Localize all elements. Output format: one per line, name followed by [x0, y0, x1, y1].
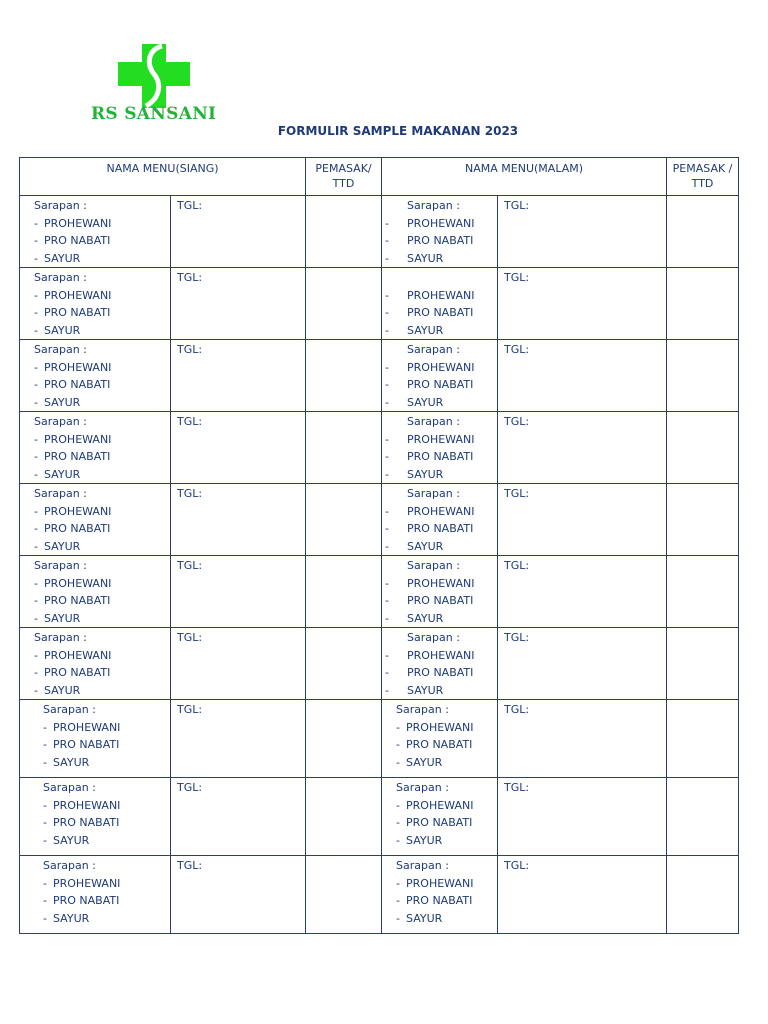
- dash-marker: -: [385, 251, 389, 265]
- menu-item: [385, 376, 497, 394]
- menu-item-label: PROHEWANI: [407, 288, 475, 302]
- menu-item: [396, 719, 497, 737]
- breakfast-label: Sarapan :: [34, 343, 87, 356]
- dash-marker: -: [385, 594, 389, 607]
- cook-signature-cell[interactable]: [667, 778, 739, 856]
- dash-marker: -: [396, 876, 400, 890]
- menu-cell[interactable]: [20, 856, 171, 934]
- cook-signature-cell[interactable]: [306, 856, 382, 934]
- menu-item: [385, 520, 497, 538]
- dash-marker: -: [385, 576, 389, 590]
- header-menu-siang: NAMA MENU(SIANG): [20, 158, 306, 196]
- breakfast-label: Sarapan :: [407, 343, 460, 356]
- cook-signature-cell[interactable]: [306, 196, 382, 268]
- menu-item-label: SAYUR: [44, 611, 81, 625]
- menu-item-label: SAYUR: [407, 395, 444, 409]
- menu-item: [43, 719, 170, 737]
- menu-item: [396, 754, 497, 772]
- dash-marker: -: [34, 288, 38, 302]
- breakfast-label: Sarapan :: [407, 415, 460, 428]
- table-row: [20, 856, 739, 934]
- breakfast-label: Sarapan :: [34, 631, 87, 644]
- dash-marker: -: [43, 894, 47, 907]
- menu-cell[interactable]: [382, 268, 498, 340]
- menu-item-label: SAYUR: [44, 467, 81, 481]
- date-cell[interactable]: TGL:: [498, 778, 667, 856]
- menu-item: [34, 394, 170, 412]
- dash-marker: -: [34, 576, 38, 590]
- dash-marker: -: [385, 611, 389, 625]
- menu-item: [43, 910, 170, 928]
- dash-marker: -: [43, 816, 47, 829]
- menu-item: [385, 431, 497, 449]
- breakfast-label: Sarapan :: [43, 859, 96, 872]
- header-menu-malam: NAMA MENU(MALAM): [382, 158, 667, 196]
- dash-marker: -: [34, 504, 38, 518]
- menu-item-label: PRO NABATI: [407, 306, 474, 319]
- dash-marker: -: [34, 432, 38, 446]
- menu-cell[interactable]: [382, 856, 498, 934]
- green-cross-logo-icon: [118, 44, 190, 108]
- dash-marker: -: [34, 306, 38, 319]
- table-row: [20, 556, 739, 628]
- menu-item: [385, 322, 497, 340]
- menu-item: [396, 797, 497, 815]
- menu-cell[interactable]: [20, 196, 171, 268]
- menu-item-label: SAYUR: [53, 755, 90, 769]
- dash-marker: -: [385, 539, 389, 553]
- menu-item-label: SAYUR: [44, 323, 81, 337]
- menu-item-label: PRO NABATI: [44, 522, 111, 535]
- menu-item-label: PRO NABATI: [407, 522, 474, 535]
- menu-item-label: SAYUR: [44, 539, 81, 553]
- menu-item-label: PRO NABATI: [44, 666, 111, 679]
- menu-item-label: PROHEWANI: [53, 798, 121, 812]
- menu-cell[interactable]: [20, 484, 171, 556]
- menu-cell[interactable]: [382, 556, 498, 628]
- dash-marker: -: [34, 450, 38, 463]
- breakfast-label: Sarapan :: [396, 781, 449, 794]
- cook-signature-cell[interactable]: [306, 700, 382, 778]
- menu-cell[interactable]: [382, 700, 498, 778]
- date-cell[interactable]: TGL:: [171, 556, 306, 628]
- menu-item: [385, 647, 497, 665]
- menu-item: [396, 736, 497, 754]
- menu-item: [385, 610, 497, 628]
- dash-marker: -: [34, 467, 38, 481]
- dash-marker: -: [43, 876, 47, 890]
- dash-marker: -: [34, 522, 38, 535]
- menu-item-label: PROHEWANI: [407, 576, 475, 590]
- dash-marker: -: [385, 432, 389, 446]
- menu-item: [34, 232, 170, 250]
- menu-item-label: PROHEWANI: [407, 216, 475, 230]
- menu-item-label: PROHEWANI: [44, 288, 112, 302]
- menu-item: [43, 892, 170, 910]
- menu-cell[interactable]: [382, 340, 498, 412]
- menu-item: [43, 736, 170, 754]
- dash-marker: -: [43, 738, 47, 751]
- menu-item-label: PROHEWANI: [406, 720, 474, 734]
- dash-marker: -: [396, 816, 400, 829]
- cook-signature-cell[interactable]: [306, 778, 382, 856]
- dash-marker: -: [385, 306, 389, 319]
- dash-marker: -: [385, 648, 389, 662]
- dash-marker: -: [34, 360, 38, 374]
- dash-marker: -: [34, 594, 38, 607]
- dash-marker: -: [34, 539, 38, 553]
- breakfast-label: Sarapan :: [34, 559, 87, 572]
- breakfast-label: Sarapan :: [396, 859, 449, 872]
- dash-marker: -: [34, 323, 38, 337]
- dash-marker: -: [385, 666, 389, 679]
- menu-item-label: SAYUR: [53, 911, 90, 925]
- menu-item-label: PRO NABATI: [44, 234, 111, 247]
- menu-item-label: SAYUR: [407, 539, 444, 553]
- menu-item-label: PRO NABATI: [44, 450, 111, 463]
- dash-marker: -: [396, 720, 400, 734]
- dash-marker: -: [396, 755, 400, 769]
- menu-item-label: PROHEWANI: [407, 504, 475, 518]
- date-cell[interactable]: TGL:: [498, 856, 667, 934]
- menu-cell[interactable]: [382, 196, 498, 268]
- menu-item: [34, 359, 170, 377]
- date-cell[interactable]: TGL:: [171, 484, 306, 556]
- breakfast-label: Sarapan :: [43, 703, 96, 716]
- menu-item-label: PRO NABATI: [407, 234, 474, 247]
- dash-marker: -: [34, 216, 38, 230]
- menu-item-label: PRO NABATI: [407, 666, 474, 679]
- menu-cell[interactable]: [20, 556, 171, 628]
- menu-item: [34, 592, 170, 610]
- cook-signature-cell[interactable]: [306, 412, 382, 484]
- menu-item-label: PRO NABATI: [407, 378, 474, 391]
- cook-signature-cell[interactable]: [667, 628, 739, 700]
- cook-signature-cell[interactable]: [306, 628, 382, 700]
- menu-item: [34, 431, 170, 449]
- date-cell[interactable]: TGL:: [171, 196, 306, 268]
- cook-signature-cell[interactable]: [306, 340, 382, 412]
- dash-marker: -: [385, 360, 389, 374]
- header-pemasak-malam: PEMASAK / TTD: [667, 158, 739, 196]
- dash-marker: -: [34, 378, 38, 391]
- date-cell[interactable]: TGL:: [498, 412, 667, 484]
- breakfast-label: Sarapan :: [407, 559, 460, 572]
- menu-item-label: SAYUR: [407, 323, 444, 337]
- dash-marker: -: [385, 323, 389, 337]
- dash-marker: -: [385, 378, 389, 391]
- menu-item: [43, 754, 170, 772]
- menu-item-label: PROHEWANI: [44, 432, 112, 446]
- menu-item: [385, 575, 497, 593]
- cook-signature-cell[interactable]: [667, 196, 739, 268]
- dash-marker: -: [396, 738, 400, 751]
- menu-cell[interactable]: [382, 778, 498, 856]
- menu-item-label: SAYUR: [407, 611, 444, 625]
- date-cell[interactable]: TGL:: [171, 628, 306, 700]
- dash-marker: -: [385, 522, 389, 535]
- menu-item-label: PROHEWANI: [44, 648, 112, 662]
- menu-item-label: PRO NABATI: [44, 306, 111, 319]
- menu-item-label: PROHEWANI: [406, 798, 474, 812]
- menu-item-label: SAYUR: [44, 683, 81, 697]
- dash-marker: -: [34, 683, 38, 697]
- menu-item: [396, 892, 497, 910]
- breakfast-label: Sarapan :: [34, 487, 87, 500]
- menu-item-label: SAYUR: [407, 683, 444, 697]
- cook-signature-cell[interactable]: [667, 556, 739, 628]
- menu-cell[interactable]: [382, 484, 498, 556]
- menu-item-label: PROHEWANI: [406, 876, 474, 890]
- menu-item-label: PROHEWANI: [53, 720, 121, 734]
- date-cell[interactable]: TGL:: [171, 856, 306, 934]
- menu-cell[interactable]: [20, 700, 171, 778]
- date-cell[interactable]: TGL:: [498, 196, 667, 268]
- menu-item-label: SAYUR: [53, 833, 90, 847]
- menu-item-label: PROHEWANI: [407, 648, 475, 662]
- cook-signature-cell[interactable]: [306, 484, 382, 556]
- menu-item: [34, 287, 170, 305]
- menu-item: [34, 250, 170, 268]
- menu-item: [385, 394, 497, 412]
- menu-item: [385, 538, 497, 556]
- menu-item: [385, 592, 497, 610]
- breakfast-label: [385, 269, 497, 287]
- cook-signature-cell[interactable]: [667, 340, 739, 412]
- table-row: [20, 268, 739, 340]
- dash-marker: -: [43, 798, 47, 812]
- menu-item-label: PRO NABATI: [406, 738, 473, 751]
- dash-marker: -: [385, 504, 389, 518]
- menu-item-label: PROHEWANI: [407, 432, 475, 446]
- menu-item-label: PRO NABATI: [407, 450, 474, 463]
- menu-item-label: SAYUR: [406, 755, 443, 769]
- menu-item-label: PROHEWANI: [44, 360, 112, 374]
- dash-marker: -: [385, 467, 389, 481]
- menu-item: [385, 448, 497, 466]
- menu-item: [34, 448, 170, 466]
- date-cell[interactable]: TGL:: [171, 412, 306, 484]
- cook-signature-cell[interactable]: [667, 700, 739, 778]
- table-row: [20, 628, 739, 700]
- menu-cell[interactable]: [382, 412, 498, 484]
- dash-marker: -: [34, 395, 38, 409]
- menu-item: [385, 304, 497, 322]
- dash-marker: -: [396, 798, 400, 812]
- cook-signature-cell[interactable]: [667, 856, 739, 934]
- menu-item: [385, 664, 497, 682]
- date-cell[interactable]: TGL:: [498, 556, 667, 628]
- menu-item: [34, 647, 170, 665]
- breakfast-label: Sarapan :: [34, 199, 87, 212]
- cook-signature-cell[interactable]: [667, 412, 739, 484]
- breakfast-label: Sarapan :: [34, 271, 87, 284]
- dash-marker: -: [34, 648, 38, 662]
- date-cell[interactable]: TGL:: [498, 268, 667, 340]
- page-title: FORMULIR SAMPLE MAKANAN 2023: [277, 124, 519, 138]
- menu-item: [385, 466, 497, 484]
- menu-item: [34, 322, 170, 340]
- menu-item: [385, 215, 497, 233]
- menu-item: [396, 814, 497, 832]
- dash-marker: -: [385, 450, 389, 463]
- menu-item: [34, 304, 170, 322]
- date-cell[interactable]: TGL:: [498, 484, 667, 556]
- menu-item: [34, 215, 170, 233]
- menu-cell[interactable]: [382, 628, 498, 700]
- dash-marker: -: [43, 755, 47, 769]
- menu-item: [34, 503, 170, 521]
- menu-item: [396, 910, 497, 928]
- header-pemasak-siang: PEMASAK/ TTD: [306, 158, 382, 196]
- menu-item-label: SAYUR: [406, 911, 443, 925]
- dash-marker: -: [385, 395, 389, 409]
- dash-marker: -: [385, 288, 389, 302]
- menu-item-label: SAYUR: [44, 395, 81, 409]
- menu-item: [385, 359, 497, 377]
- menu-item: [385, 250, 497, 268]
- table-row: [20, 778, 739, 856]
- menu-item-label: PRO NABATI: [406, 894, 473, 907]
- table-row: [20, 700, 739, 778]
- menu-cell[interactable]: [20, 268, 171, 340]
- menu-item: [43, 875, 170, 893]
- menu-item-label: PRO NABATI: [53, 816, 120, 829]
- menu-item: [385, 682, 497, 700]
- dash-marker: -: [385, 216, 389, 230]
- dash-marker: -: [396, 833, 400, 847]
- breakfast-label: Sarapan :: [43, 781, 96, 794]
- menu-item: [385, 232, 497, 250]
- dash-marker: -: [43, 720, 47, 734]
- dash-marker: -: [396, 911, 400, 925]
- menu-item: [34, 610, 170, 628]
- menu-item: [396, 832, 497, 850]
- dash-marker: -: [396, 894, 400, 907]
- menu-cell[interactable]: [20, 778, 171, 856]
- dash-marker: -: [34, 666, 38, 679]
- menu-item-label: PROHEWANI: [44, 504, 112, 518]
- dash-marker: -: [385, 683, 389, 697]
- table-row: [20, 412, 739, 484]
- menu-item: [34, 575, 170, 593]
- hospital-logo: [88, 44, 218, 128]
- dash-marker: -: [34, 611, 38, 625]
- menu-item-label: PROHEWANI: [53, 876, 121, 890]
- menu-item-label: PRO NABATI: [406, 816, 473, 829]
- menu-item-label: PRO NABATI: [53, 894, 120, 907]
- date-cell[interactable]: TGL:: [498, 700, 667, 778]
- menu-cell[interactable]: [20, 340, 171, 412]
- menu-item: [396, 875, 497, 893]
- menu-item-label: SAYUR: [406, 833, 443, 847]
- sample-food-table: [19, 157, 739, 934]
- date-cell[interactable]: TGL:: [171, 340, 306, 412]
- menu-cell[interactable]: [20, 412, 171, 484]
- dash-marker: -: [43, 911, 47, 925]
- menu-item-label: PRO NABATI: [53, 738, 120, 751]
- menu-item: [43, 814, 170, 832]
- menu-item: [34, 682, 170, 700]
- menu-item-label: PROHEWANI: [44, 576, 112, 590]
- dash-marker: -: [385, 234, 389, 247]
- breakfast-label: Sarapan :: [407, 631, 460, 644]
- menu-item: [34, 664, 170, 682]
- date-cell[interactable]: TGL:: [171, 700, 306, 778]
- menu-item: [43, 832, 170, 850]
- menu-item-label: SAYUR: [44, 251, 81, 265]
- cook-signature-cell[interactable]: [306, 556, 382, 628]
- menu-item-label: PRO NABATI: [44, 594, 111, 607]
- breakfast-label: Sarapan :: [34, 415, 87, 428]
- table-row: [20, 196, 739, 268]
- dash-marker: -: [43, 833, 47, 847]
- cook-signature-cell[interactable]: [306, 268, 382, 340]
- cook-signature-cell[interactable]: [667, 268, 739, 340]
- menu-item: [385, 287, 497, 305]
- date-cell[interactable]: TGL:: [171, 268, 306, 340]
- logo-text: RS SANSANI: [91, 104, 217, 124]
- menu-item: [385, 503, 497, 521]
- table-row: [20, 484, 739, 556]
- menu-item: [43, 797, 170, 815]
- menu-item: [34, 466, 170, 484]
- menu-item-label: PROHEWANI: [407, 360, 475, 374]
- menu-item: [34, 538, 170, 556]
- breakfast-label: Sarapan :: [407, 487, 460, 500]
- menu-item-label: PRO NABATI: [44, 378, 111, 391]
- breakfast-label: Sarapan :: [407, 199, 460, 212]
- dash-marker: -: [34, 251, 38, 265]
- date-cell[interactable]: TGL:: [498, 628, 667, 700]
- date-cell[interactable]: TGL:: [498, 340, 667, 412]
- table-row: [20, 340, 739, 412]
- menu-item: [34, 376, 170, 394]
- menu-item: [34, 520, 170, 538]
- dash-marker: -: [34, 234, 38, 247]
- menu-item-label: SAYUR: [407, 467, 444, 481]
- menu-item-label: PROHEWANI: [44, 216, 112, 230]
- breakfast-label: Sarapan :: [396, 703, 449, 716]
- menu-item-label: PRO NABATI: [407, 594, 474, 607]
- menu-item-label: SAYUR: [407, 251, 444, 265]
- menu-cell[interactable]: [20, 628, 171, 700]
- date-cell[interactable]: TGL:: [171, 778, 306, 856]
- cook-signature-cell[interactable]: [667, 484, 739, 556]
